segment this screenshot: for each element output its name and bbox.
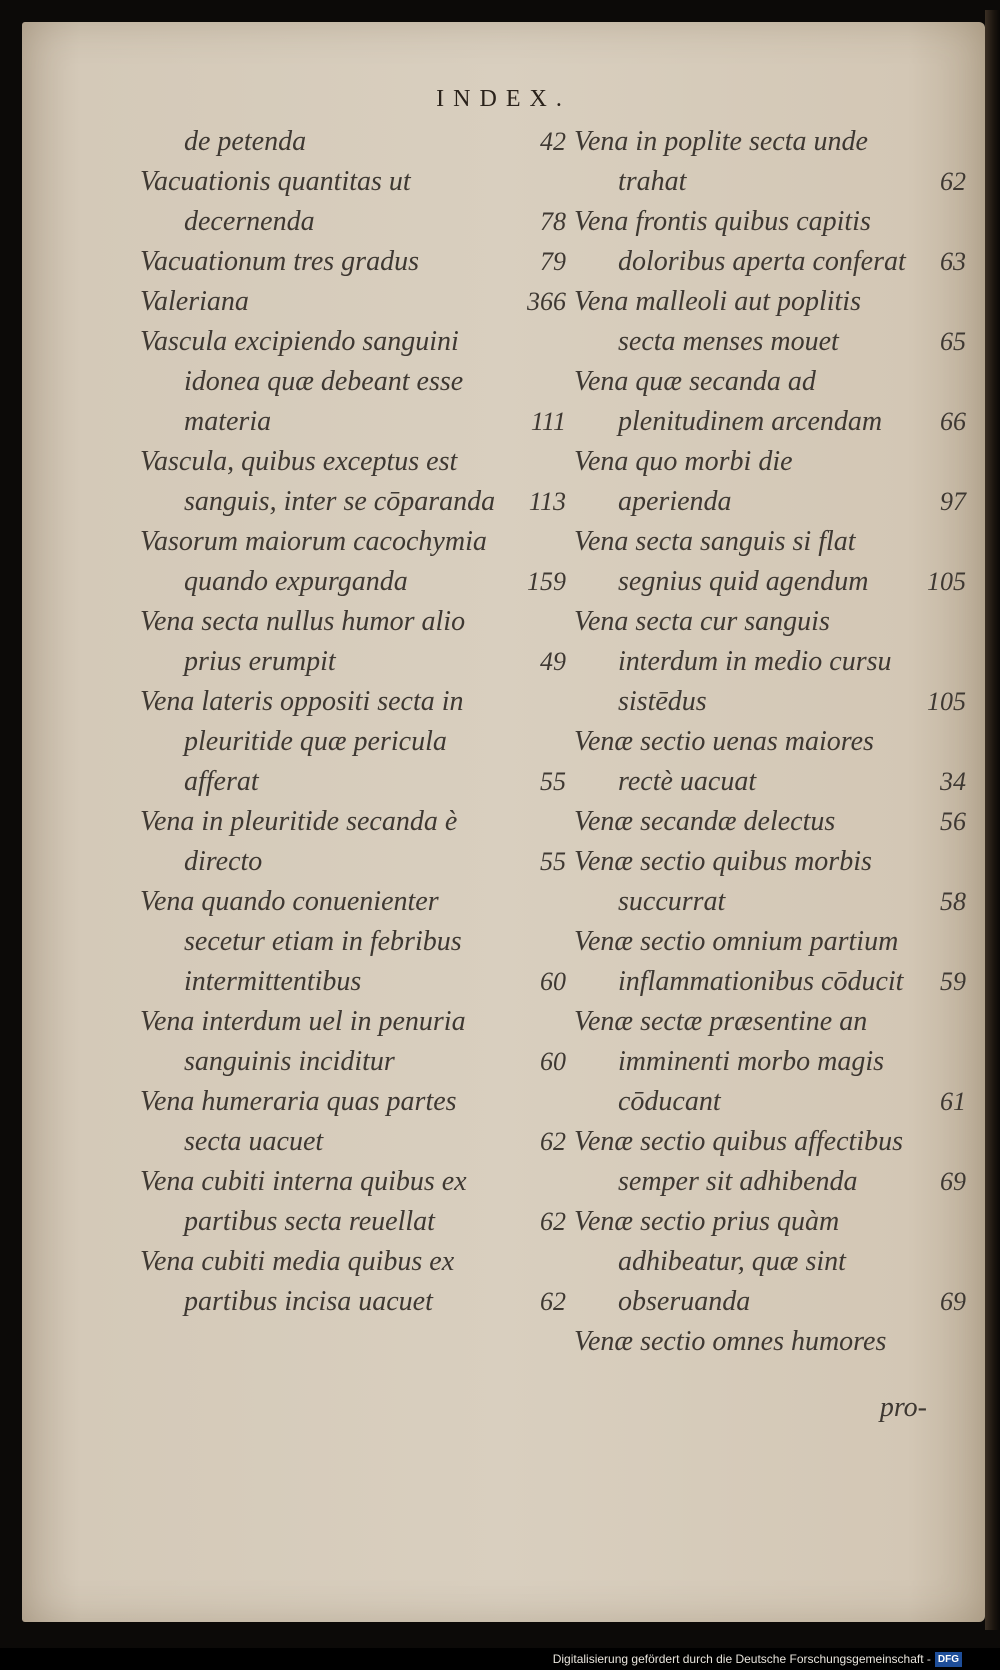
index-entry xyxy=(574,282,968,362)
index-entry-page: 55 xyxy=(540,767,566,796)
index-entry-text: Vena secta sanguis si flat segnius quid agendum xyxy=(574,526,869,597)
index-entry-text: Vascula excipiendo sanguini idonea quæ debeant esse materia xyxy=(140,326,464,437)
index-entry-page: 61 xyxy=(940,1087,966,1116)
index-entry-text: Vena quæ secanda ad plenitudinem arcendam xyxy=(574,366,883,437)
index-entry-page: 113 xyxy=(528,487,566,516)
index-entry-text: Vacuationum tres gradus xyxy=(140,246,419,277)
index-entry-page: 62 xyxy=(940,167,966,196)
dfg-logo: DFG xyxy=(935,1652,962,1667)
index-entry-page: 34 xyxy=(940,767,966,796)
index-entry-text: Venæ sectio quibus morbis succurrat xyxy=(574,846,872,917)
index-entry xyxy=(140,1082,568,1162)
index-entry xyxy=(140,1242,568,1322)
index-entry xyxy=(574,1002,968,1122)
index-entry-text: Vena lateris oppositi secta in pleuritide quæ pericula afferat xyxy=(140,686,464,797)
index-entry-text: Vasorum maiorum cacochymia quando expurganda xyxy=(140,526,487,597)
index-column-left xyxy=(140,122,568,1322)
index-entry-page: 55 xyxy=(540,847,566,876)
index-entry-text: Valeriana xyxy=(140,286,249,317)
index-entry-page: 111 xyxy=(530,407,566,436)
index-entry-text: de petenda xyxy=(184,126,307,157)
index-entry-text: Vacuationis quantitas ut decernenda xyxy=(140,166,411,237)
index-entry-text: Venæ sectio uenas maiores rectè uacuat xyxy=(574,726,874,797)
footer-text: Digitalisierung gefördert durch die Deutsche Forschungsgemeinschaft - xyxy=(552,1652,931,1666)
index-entry xyxy=(140,602,568,682)
index-entry xyxy=(574,442,968,522)
book-page xyxy=(22,22,985,1622)
index-entry-page: 79 xyxy=(540,247,566,276)
index-entry-page: 97 xyxy=(940,487,966,516)
index-entry-page: 65 xyxy=(940,327,966,356)
index-entry-text: Vena malleoli aut poplitis secta menses mouet xyxy=(574,286,861,357)
index-entry-text: Vena secta nullus humor alio prius erumpit xyxy=(140,606,466,677)
index-entry xyxy=(140,882,568,1002)
index-entry xyxy=(574,842,968,922)
index-entry-text: Venæ sectio omnium partium inflammationibus cōducit xyxy=(574,926,904,997)
index-entry-text: Venæ sectæ præsentine an imminenti morbo magis cōducant xyxy=(574,1006,884,1117)
index-entry xyxy=(574,922,968,1002)
index-entry-page: 42 xyxy=(540,127,566,156)
index-entry-text: Venæ sectio quibus affectibus semper sit adhibenda xyxy=(574,1126,903,1197)
index-entry-page: 66 xyxy=(940,407,966,436)
index-entry-page: 105 xyxy=(927,687,966,716)
index-entry-page: 63 xyxy=(940,247,966,276)
index-entry-page: 105 xyxy=(927,567,966,596)
index-entry-text: Vena quando conuenienter secetur etiam in febribus intermittentibus xyxy=(140,886,462,997)
index-entry xyxy=(140,162,568,242)
index-entry-text: Venæ sectio prius quàm adhibeatur, quæ sint obseruanda xyxy=(574,1206,846,1317)
index-entry-page: 59 xyxy=(940,967,966,996)
index-entry-page: 56 xyxy=(940,807,966,836)
index-entry-page: 58 xyxy=(940,887,966,916)
index-entry-page: 69 xyxy=(940,1287,966,1316)
index-entry-page: 159 xyxy=(527,567,566,596)
index-entry xyxy=(140,522,568,602)
index-entry-page: 62 xyxy=(540,1127,566,1156)
index-entry xyxy=(140,322,568,442)
index-entry xyxy=(140,682,568,802)
index-entry-text: Vena quo morbi die aperienda xyxy=(574,446,793,517)
index-entry-text: Vena cubiti media quibus ex partibus incisa uacuet xyxy=(140,1246,455,1317)
index-entry-text: Vena humeraria quas partes secta uacuet xyxy=(140,1086,457,1157)
index-entry-text: Vena cubiti interna quibus ex partibus secta reuellat xyxy=(140,1166,467,1237)
index-column-right xyxy=(574,122,968,1362)
index-entry-text: Venæ sectio omnes humores xyxy=(574,1326,887,1357)
digitization-footer xyxy=(0,1648,1000,1670)
index-entry-page: 60 xyxy=(540,1047,566,1076)
index-entry-page: 69 xyxy=(940,1167,966,1196)
index-entry xyxy=(140,242,568,282)
index-entry xyxy=(574,1322,968,1362)
index-entry-page: 62 xyxy=(540,1207,566,1236)
index-entry xyxy=(574,362,968,442)
index-entry xyxy=(140,1162,568,1242)
index-entry xyxy=(574,522,968,602)
index-entry-text: Venæ secandæ delectus xyxy=(574,806,836,837)
index-entry xyxy=(574,722,968,802)
index-entry xyxy=(140,282,568,322)
index-entry-text: Vena in pleuritide secanda è directo xyxy=(140,806,458,877)
index-entry-text: Vena in poplite secta unde trahat xyxy=(574,126,868,197)
index-entry xyxy=(574,1202,968,1322)
index-entry-page: 49 xyxy=(540,647,566,676)
index-entry xyxy=(574,122,968,202)
index-entry xyxy=(574,602,968,722)
index-entry xyxy=(140,442,568,522)
book-edge xyxy=(985,10,1000,1630)
index-entry xyxy=(140,1002,568,1082)
index-entry-text: Vena interdum uel in penuria sanguinis inciditur xyxy=(140,1006,466,1077)
index-entry-page: 62 xyxy=(540,1287,566,1316)
index-entry-text: Vena frontis quibus capitis doloribus aperta conferat xyxy=(574,206,906,277)
index-entry-page: 78 xyxy=(540,207,566,236)
index-entry xyxy=(574,1122,968,1202)
index-entry xyxy=(140,802,568,882)
index-entry xyxy=(574,202,968,282)
index-entry xyxy=(574,802,968,842)
index-entry-page: 60 xyxy=(540,967,566,996)
index-entry-page: 366 xyxy=(527,287,566,316)
catchword: pro- xyxy=(879,1392,927,1423)
index-entry-text: Vascula, quibus exceptus est sanguis, inter se cōparanda xyxy=(140,446,496,517)
index-entry-text: Vena secta cur sanguis interdum in medio cursu sistēdus xyxy=(574,606,892,717)
index-entry xyxy=(140,122,568,162)
page-header: INDEX. xyxy=(436,86,571,112)
